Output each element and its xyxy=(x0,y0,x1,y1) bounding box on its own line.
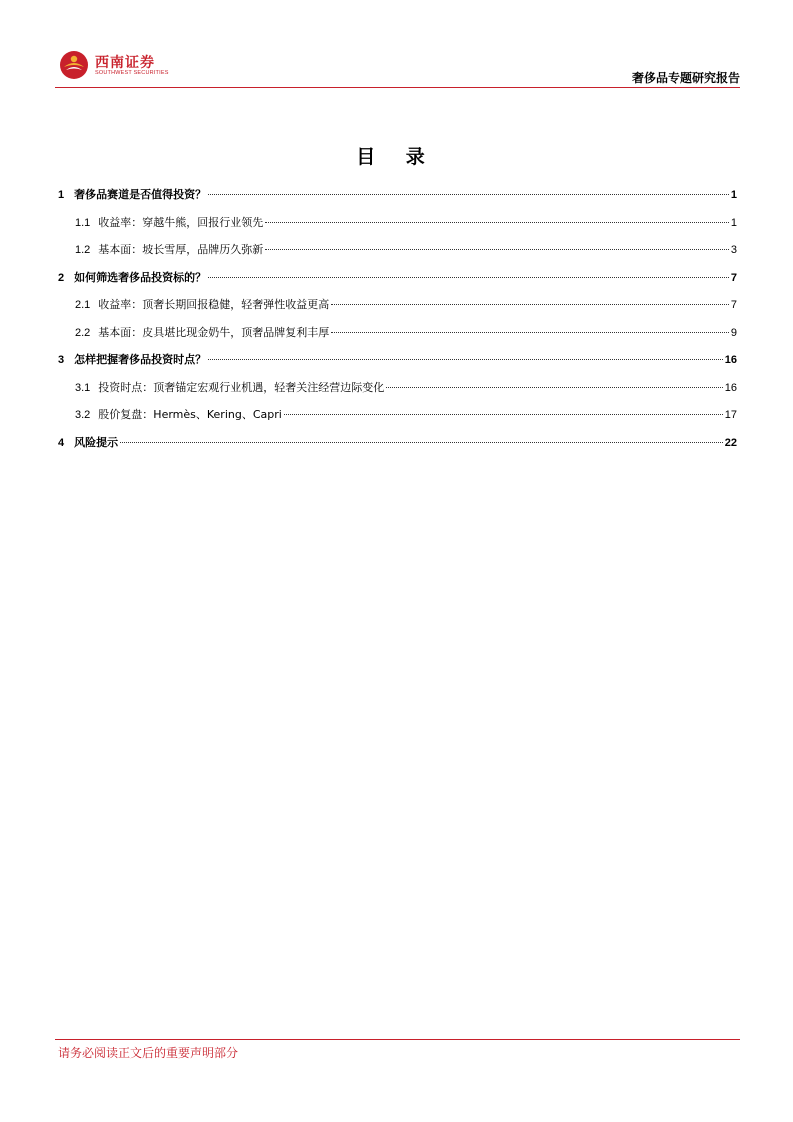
table-of-contents xyxy=(58,186,737,461)
toc-entry-number: 1 xyxy=(58,189,65,201)
toc-entry[interactable] xyxy=(58,351,737,379)
toc-entry-text: 收益率：穿越牛熊，回报行业领先 xyxy=(98,215,264,229)
toc-entry-number: 4 xyxy=(58,436,65,449)
footer-disclaimer: 请务必阅读正文后的重要声明部分 xyxy=(58,1046,239,1060)
toc-title: 目 录 xyxy=(356,146,437,168)
toc-entry-page: 3 xyxy=(730,244,737,256)
toc-entry-text: 奢侈品赛道是否值得投资？ xyxy=(74,188,207,201)
toc-entry-page: 16 xyxy=(724,354,737,366)
toc-leader-dots xyxy=(265,222,729,223)
toc-entry-text: 投资时点：顶奢锚定宏观行业机遇，轻奢关注经营边际变化 xyxy=(98,380,385,394)
toc-leader-dots xyxy=(208,194,729,195)
southwest-securities-logo-icon xyxy=(59,50,89,80)
toc-entry-text: 风险提示 xyxy=(74,435,119,449)
toc-entry[interactable] xyxy=(58,186,737,214)
toc-entry[interactable] xyxy=(58,434,737,462)
toc-entry[interactable] xyxy=(58,296,737,324)
toc-entry-text: 如何筛选奢侈品投资标的？ xyxy=(74,270,207,284)
toc-entry-page: 17 xyxy=(724,409,737,421)
toc-entry-page: 16 xyxy=(724,381,737,394)
toc-leader-dots xyxy=(386,387,722,388)
toc-entry-number: 1.1 xyxy=(75,216,91,229)
toc-entry-number: 3 xyxy=(58,354,65,366)
footer-divider xyxy=(55,1039,740,1040)
toc-entry-text: 基本面：皮具堪比现金奶牛，顶奢品牌复利丰厚 xyxy=(98,325,330,339)
toc-leader-dots xyxy=(284,414,723,415)
toc-entry-text: 股价复盘：Hermès、Kering、Capri xyxy=(98,408,282,421)
toc-entry[interactable] xyxy=(58,269,737,297)
toc-entry[interactable] xyxy=(58,406,737,434)
toc-entry-page: 1 xyxy=(730,189,737,201)
toc-entry-number: 2.2 xyxy=(75,326,91,339)
toc-leader-dots xyxy=(120,442,723,443)
toc-entry-number: 2 xyxy=(58,271,65,284)
toc-entry-page: 9 xyxy=(730,326,737,339)
toc-entry-page: 7 xyxy=(730,271,737,284)
toc-leader-dots xyxy=(331,304,729,305)
header-divider xyxy=(55,87,740,88)
toc-leader-dots xyxy=(208,277,729,278)
brand-name-en: SOUTHWEST SECURITIES xyxy=(95,70,169,76)
toc-leader-dots xyxy=(265,249,729,250)
page-header xyxy=(55,44,740,90)
toc-entry-page: 22 xyxy=(724,436,737,449)
toc-entry-page: 1 xyxy=(730,216,737,229)
toc-entry-page: 7 xyxy=(730,299,737,311)
toc-leader-dots xyxy=(208,359,723,360)
toc-entry[interactable] xyxy=(58,241,737,269)
toc-entry-number: 3.2 xyxy=(75,409,91,421)
report-title: 奢侈品专题研究报告 xyxy=(631,71,740,85)
toc-leader-dots xyxy=(331,332,729,333)
toc-entry[interactable] xyxy=(58,324,737,352)
toc-entry-text: 收益率：顶奢长期回报稳健，轻奢弹性收益更高 xyxy=(98,298,330,311)
brand-name: 西南证券 xyxy=(95,55,155,71)
toc-entry-text: 基本面：坡长雪厚，品牌历久弥新 xyxy=(98,243,264,256)
toc-entry-text: 怎样把握奢侈品投资时点？ xyxy=(74,353,207,366)
toc-entry-number: 1.2 xyxy=(75,244,91,256)
toc-entry[interactable] xyxy=(58,214,737,242)
toc-entry-number: 3.1 xyxy=(75,381,91,394)
toc-entry[interactable] xyxy=(58,379,737,407)
toc-entry-number: 2.1 xyxy=(75,299,91,311)
